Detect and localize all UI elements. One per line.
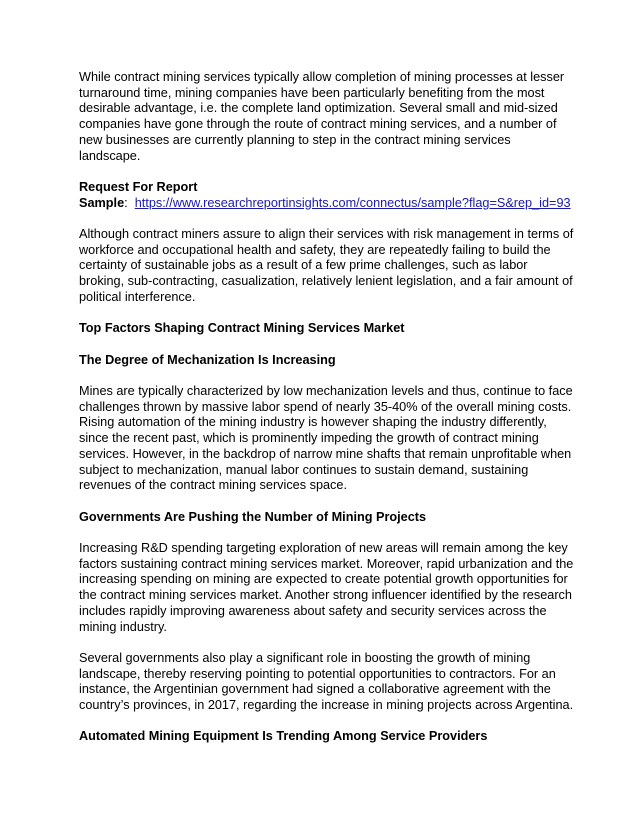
sample-report-link[interactable]: https://www.researchreportinsights.com/connectus/sample?flag=S&rep_id=93 <box>134 195 571 210</box>
governments-heading: Governments Are Pushing the Number of Mining Projects <box>79 509 427 524</box>
sample-separator: : <box>124 195 128 210</box>
sample-line <box>79 196 574 212</box>
top-factors-heading: Top Factors Shaping Contract Mining Services Market <box>79 321 405 336</box>
request-report-heading: Request For Report <box>79 179 198 194</box>
governments-paragraph-1: Increasing R&D spending targeting exploration of new areas will remain among the key factors sustaining contract mining services market. Moreover, rapid urbanization and the increasing spending on mining are expected to create potential growth opportunities for the contract mining services market. Another strong influencer identified by the research includes rapidly improving awareness about safety and security services across the mining industry. <box>79 540 574 634</box>
risk-paragraph: Although contract miners assure to align their services with risk management in terms of workforce and occupational health and safety, they are repeatedly failing to build the certainty of sustainable jobs as a result of a few prime challenges, such as labor broking, sub-contracting, casualization, relatively lenient legislation, and a fair amount of political interference. <box>79 227 574 304</box>
document-page <box>79 70 574 761</box>
mechanization-heading: The Degree of Mechanization Is Increasing <box>79 352 336 367</box>
mechanization-paragraph: Mines are typically characterized by low mechanization levels and thus, continue to face challenges thrown by massive labor spend of nearly 35-40% of the overall mining costs. Rising automation of the mining industry is however shaping the industry differently, since the recent past, which is prominently impeding the growth of contract mining services. However, in the backdrop of narrow mine shafts that remain unprofitable when subject to mechanization, manual labor continues to sustain demand, sustaining revenues of the contract mining services space. <box>79 383 573 493</box>
intro-paragraph: While contract mining services typically allow completion of mining processes at lesser turnaround time, mining companies have been particularly benefiting from the most desirable advantage, i.e. the complete land optimization. Several small and mid-sized companies have gone through the route of contract mining services, and a number of new businesses are currently planning to step in the contract mining services landscape. <box>79 70 565 163</box>
sample-label: Sample <box>79 195 125 210</box>
governments-paragraph-2: Several governments also play a significant role in boosting the growth of mining landscape, thereby reserving pointing to potential opportunities to contractors. For an instance, the Argentinian government had signed a collaborative agreement with the country’s provinces, in 2017, regarding the increase in mining projects across Argentina. <box>79 650 574 712</box>
automated-equipment-heading: Automated Mining Equipment Is Trending Among Service Providers <box>79 729 488 744</box>
